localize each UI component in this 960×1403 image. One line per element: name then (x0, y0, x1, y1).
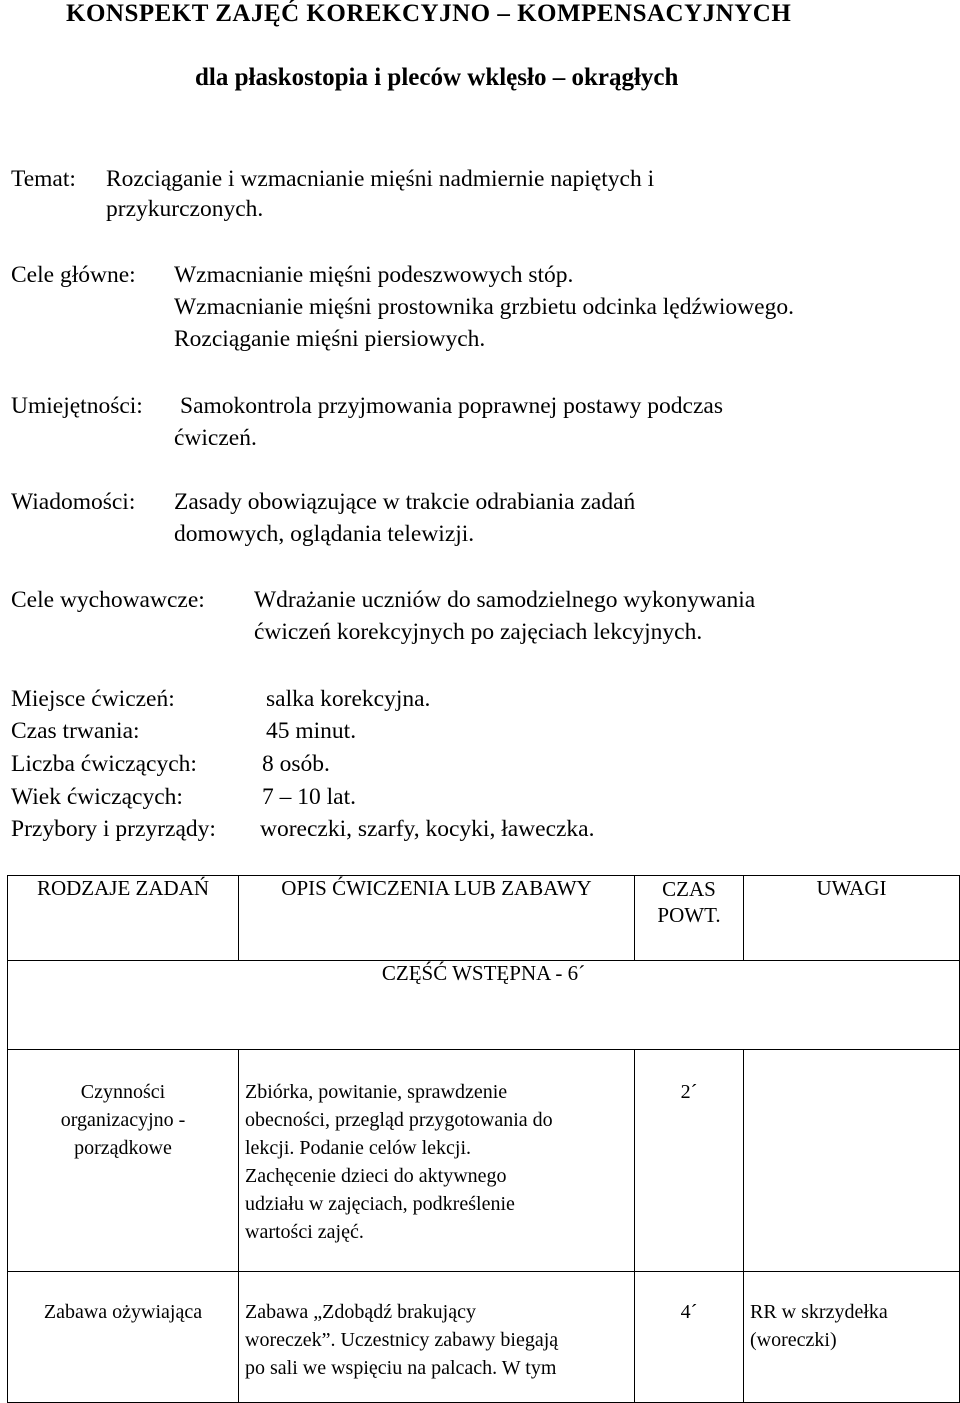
description-line: udziału w zajęciach, podkreślenie (245, 1193, 515, 1215)
topic-label: Temat: (11, 166, 76, 192)
main-goal-item: Wzmacnianie mięśni prostownika grzbietu odcinka lędźwiowego. (174, 294, 794, 320)
table-header-row (8, 876, 960, 961)
header-notes: UWAGI (744, 876, 960, 961)
exercise-description-cell (239, 1272, 634, 1382)
description-line: Zachęcenie dzieci do aktywnego (245, 1165, 507, 1187)
time-cell: 2´ (680, 1081, 698, 1103)
document-title: KONSPEKT ZAJĘĆ KOREKCYJNO – KOMPENSACYJNYCH (66, 0, 792, 27)
table-row (8, 1050, 960, 1272)
place-label: Miejsce ćwiczeń: (11, 686, 175, 712)
description-line: Zbiórka, powitanie, sprawdzenie (245, 1081, 508, 1103)
educational-goals-line-1: Wdrażanie uczniów do samodzielnego wykonywania (254, 587, 756, 613)
task-type-line: organizacyjno - (60, 1109, 186, 1131)
equipment-value: woreczki, szarfy, kocyki, ławeczka. (260, 816, 595, 842)
main-goal-item: Wzmacnianie mięśni podeszwowych stóp. (174, 262, 574, 288)
document-subtitle: dla płaskostopia i pleców wklęsło – okrągłych (195, 64, 679, 91)
main-goals-label: Cele główne: (11, 262, 136, 288)
task-type-cell (8, 1272, 238, 1326)
participants-age-value: 7 – 10 lat. (262, 784, 356, 810)
description-line: obecności, przegląd przygotowania do (245, 1109, 553, 1131)
duration-label: Czas trwania: (11, 718, 140, 744)
header-exercise-description: OPIS ĆWICZENIA LUB ZABAWY (239, 876, 635, 961)
task-type-line: porządkowe (74, 1137, 172, 1159)
notes-cell (744, 1272, 959, 1354)
header-time (635, 876, 744, 961)
notes-line: (woreczki) (750, 1329, 837, 1351)
participants-age-label: Wiek ćwiczących: (11, 784, 183, 810)
description-line: woreczek”. Uczestnicy zabawy biegają (245, 1329, 559, 1351)
task-type-line: Zabawa ożywiająca (43, 1301, 203, 1323)
table-row (8, 1272, 960, 1403)
knowledge-line-1: Zasady obowiązujące w trakcie odrabiania zadań (174, 489, 636, 515)
skills-label: Umiejętności: (11, 393, 143, 419)
duration-value: 45 minut. (266, 718, 357, 744)
header-time-line-1: CZAS (662, 877, 716, 901)
header-task-types: RODZAJE ZADAŃ (8, 876, 239, 961)
exercise-description-cell (239, 1050, 634, 1246)
header-time-line-2: POWT. (657, 903, 721, 927)
lesson-plan-table (7, 875, 960, 1403)
topic-line-1: Rozciąganie i wzmacnianie mięśni nadmiernie napiętych i (106, 166, 655, 192)
knowledge-line-2: domowych, oglądania telewizji. (174, 521, 475, 547)
skills-line-2: ćwiczeń. (174, 425, 257, 451)
participants-count-value: 8 osób. (262, 751, 330, 777)
equipment-label: Przybory i przyrządy: (11, 816, 216, 842)
description-line: lekcji. Podanie celów lekcji. (245, 1137, 472, 1159)
educational-goals-label: Cele wychowawcze: (11, 587, 205, 613)
knowledge-label: Wiadomości: (11, 489, 136, 515)
description-line: po sali we wspięciu na palcach. W tym (245, 1357, 557, 1379)
section-title: CZĘŚĆ WSTĘPNA - 6´ (8, 961, 960, 1050)
notes-cell (744, 1050, 960, 1272)
time-cell: 4´ (680, 1301, 698, 1323)
section-row (8, 961, 960, 1050)
description-line: wartości zajęć. (245, 1221, 364, 1243)
notes-line: RR w skrzydełka (750, 1301, 888, 1323)
description-line: Zabawa „Zdobądź brakujący (245, 1301, 476, 1323)
main-goal-item: Rozciąganie mięśni piersiowych. (174, 326, 486, 352)
topic-line-2: przykurczonych. (106, 196, 264, 222)
participants-count-label: Liczba ćwiczących: (11, 751, 197, 777)
educational-goals-line-2: ćwiczeń korekcyjnych po zajęciach lekcyjnych. (254, 619, 703, 645)
task-type-line: Czynności (80, 1081, 166, 1103)
task-type-cell (8, 1050, 238, 1162)
place-value: salka korekcyjna. (266, 686, 431, 712)
skills-line-1: Samokontrola przyjmowania poprawnej postawy podczas (180, 393, 723, 419)
